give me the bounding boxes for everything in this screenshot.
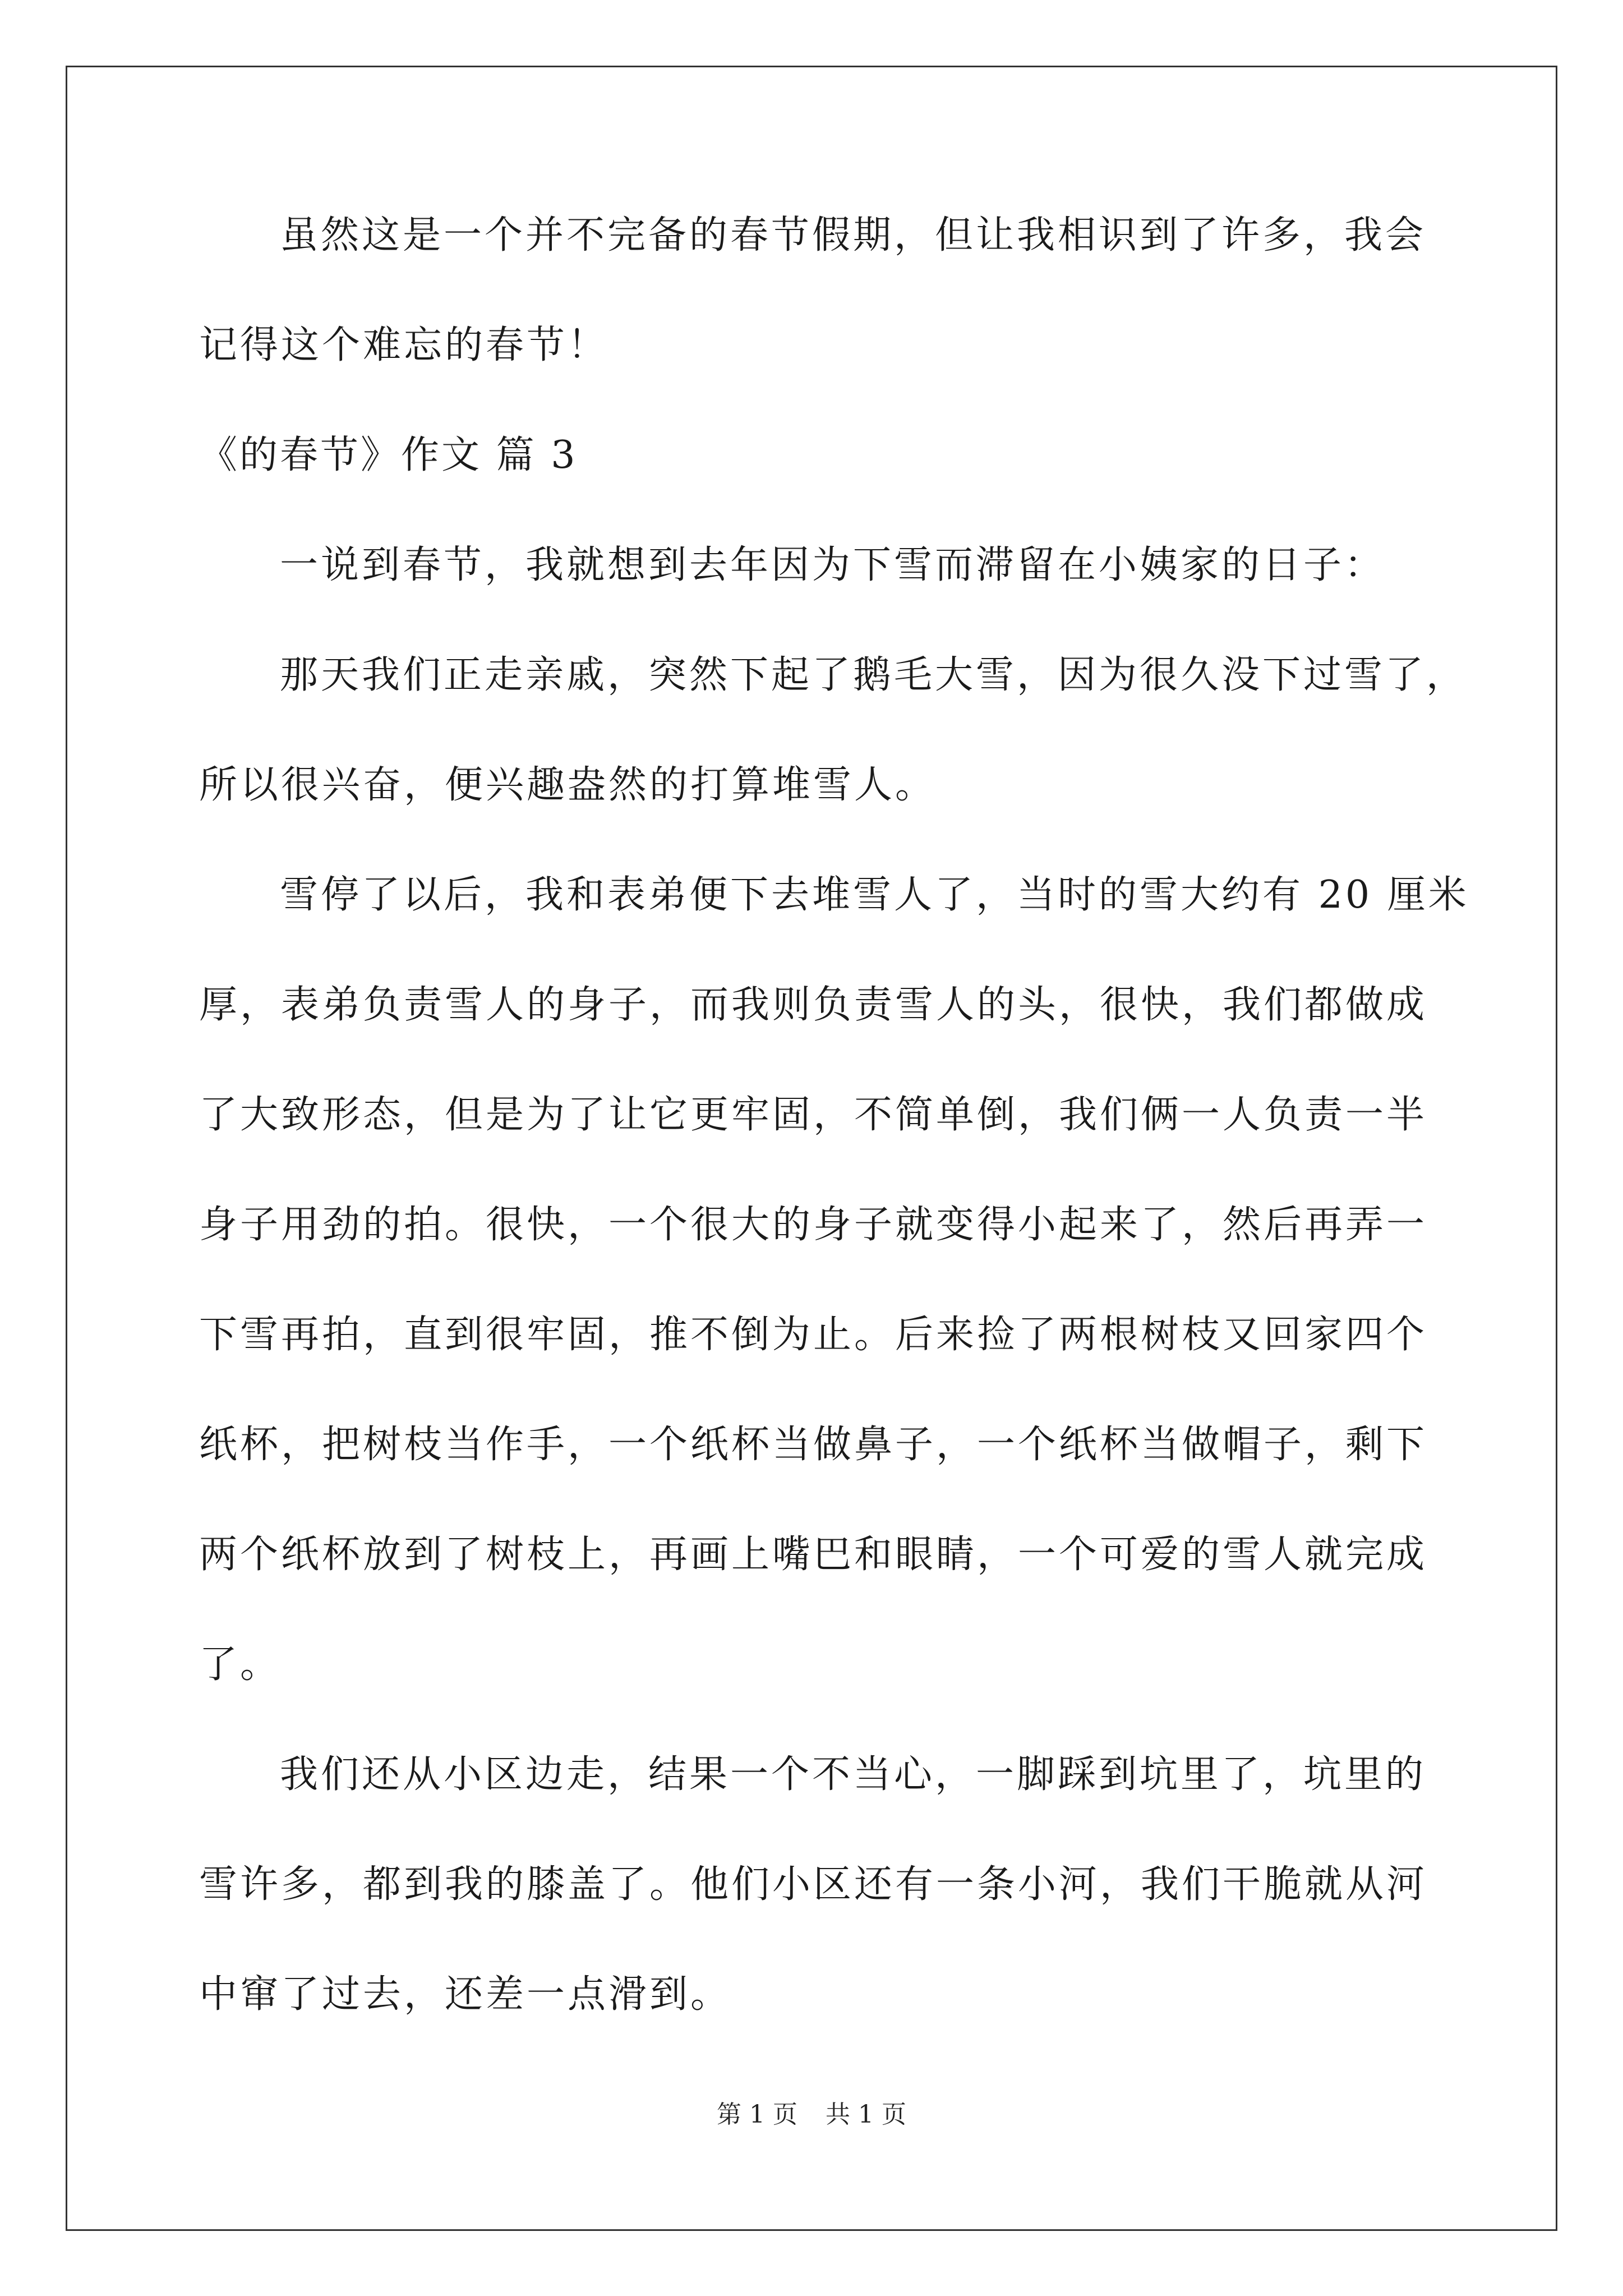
paragraph-line: 下雪再拍，直到很牢固，推不倒为止。后来捡了两根树枝又回家四个 [199,1313,1428,1357]
paragraph-line: 我们还从小区边走，结果一个不当心，一脚踩到坑里了，坑里的 [280,1752,1427,1797]
paragraph-line: 两个纸杯放到了树枝上，再画上嘴巴和眼睛，一个可爱的雪人就完成 [199,1533,1428,1577]
paragraph-line: 虽然这是一个并不完备的春节假期，但让我相识到了许多，我会 [280,213,1427,257]
paragraph-line: 身子用劲的拍。很快，一个很大的身子就变得小起来了，然后再弄一 [199,1203,1428,1247]
page-footer [0,2098,1623,2132]
page-total: 共 1 页 [826,2100,906,2129]
paragraph-line: 那天我们正走亲戚，突然下起了鹅毛大雪，因为很久没下过雪了， [280,653,1468,697]
paragraph-line: 了大致形态，但是为了让它更牢固，不简单倒，我们俩一人负责一半 [199,1093,1428,1137]
paragraph-line: 纸杯，把树枝当作手，一个纸杯当做鼻子，一个纸杯当做帽子，剩下 [199,1423,1428,1467]
page-number: 第 1 页 [717,2100,797,2129]
paragraph-line: 雪许多，都到我的膝盖了。他们小区还有一条小河，我们干脆就从河 [199,1862,1428,1907]
section-heading: 《的春节》作文 篇 3 [199,433,578,477]
paragraph-line: 厚，表弟负责雪人的身子，而我则负责雪人的头，很快，我们都做成 [199,983,1428,1027]
paragraph-line: 一说到春节，我就想到去年因为下雪而滞留在小姨家的日子： [280,543,1386,587]
paragraph-line: 所以很兴奋，便兴趣盎然的打算堆雪人。 [199,763,937,807]
paragraph-line: 雪停了以后，我和表弟便下去堆雪人了，当时的雪大约有 20 厘米 [280,873,1469,917]
paragraph-line: 了。 [199,1642,282,1687]
paragraph-line: 中窜了过去，还差一点滑到。 [199,1972,732,2017]
paragraph-line: 记得这个难忘的春节！ [199,323,609,367]
